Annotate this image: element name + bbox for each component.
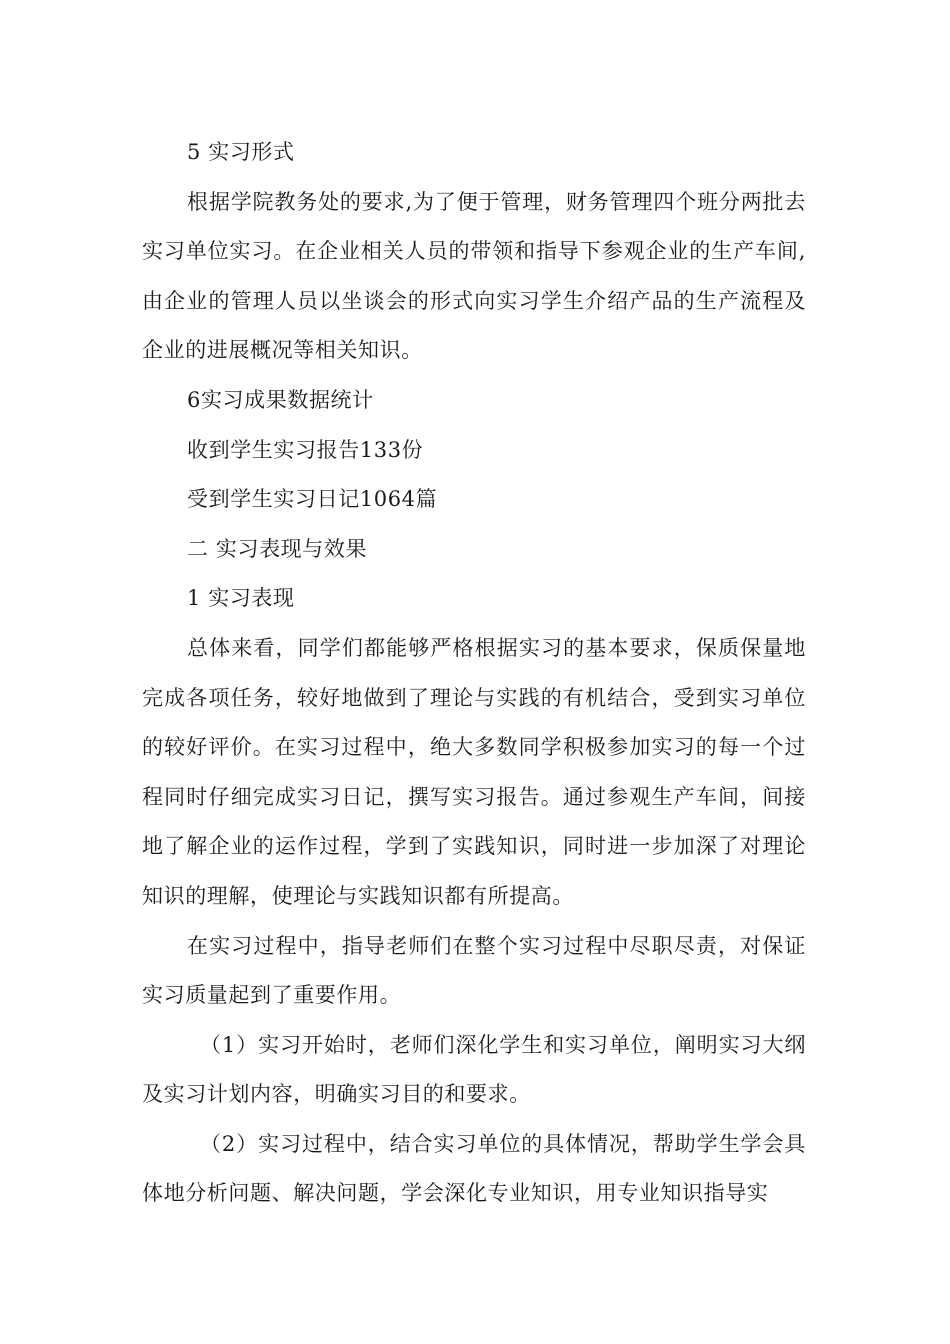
chapter-heading-performance: 二 实习表现与效果: [187, 536, 368, 561]
stat-line-diaries: 受到学生实习日记1064篇: [187, 487, 438, 512]
section-heading-performance: 1 实习表现: [187, 586, 295, 611]
paragraph-performance-overview: 总体来看，同学们都能够严格根据实习的基本要求，保质保量地完成各项任务，较好地做到了理论与实践的有机结合，受到实习单位的较好评价。在实习过程中，绝大多数同学积极参加实习的每一个过程同时仔细完成实习日记，撰写实习报告。通过参观生产车间，间接地了解企业的运作过程，学到了实践知识，同时进一步加深了对理论知识的理解，使理论与实践知识都有所提高。: [142, 635, 806, 908]
stat-line-reports: 收到学生实习报告133份: [187, 437, 424, 462]
list-item-1: （1）实习开始时，老师们深化学生和实习单位，阐明实习大纲及实习计划内容，明确实习目的和要求。: [142, 1032, 806, 1107]
document-body: [142, 128, 806, 1219]
list-item-2: （2）实习过程中，结合实习单位的具体情况，帮助学生学会具体地分析问题、解决问题，学会深化专业知识，用专业知识指导实: [142, 1131, 806, 1206]
section-heading-statistics: 6实习成果数据统计: [187, 387, 374, 412]
paragraph-internship-form: 根据学院教务处的要求,为了便于管理，财务管理四个班分两批去实习单位实习。在企业相关人员的带领和指导下参观企业的生产车间,由企业的管理人员以坐谈会的形式向实习学生介绍产品的生产流程及企业的进展概况等相关知识。: [142, 189, 806, 363]
paragraph-teacher-role: 在实习过程中，指导老师们在整个实习过程中尽职尽责，对保证实习质量起到了重要作用。: [142, 933, 806, 1008]
section-heading-internship-form: 5 实习形式: [187, 140, 295, 164]
